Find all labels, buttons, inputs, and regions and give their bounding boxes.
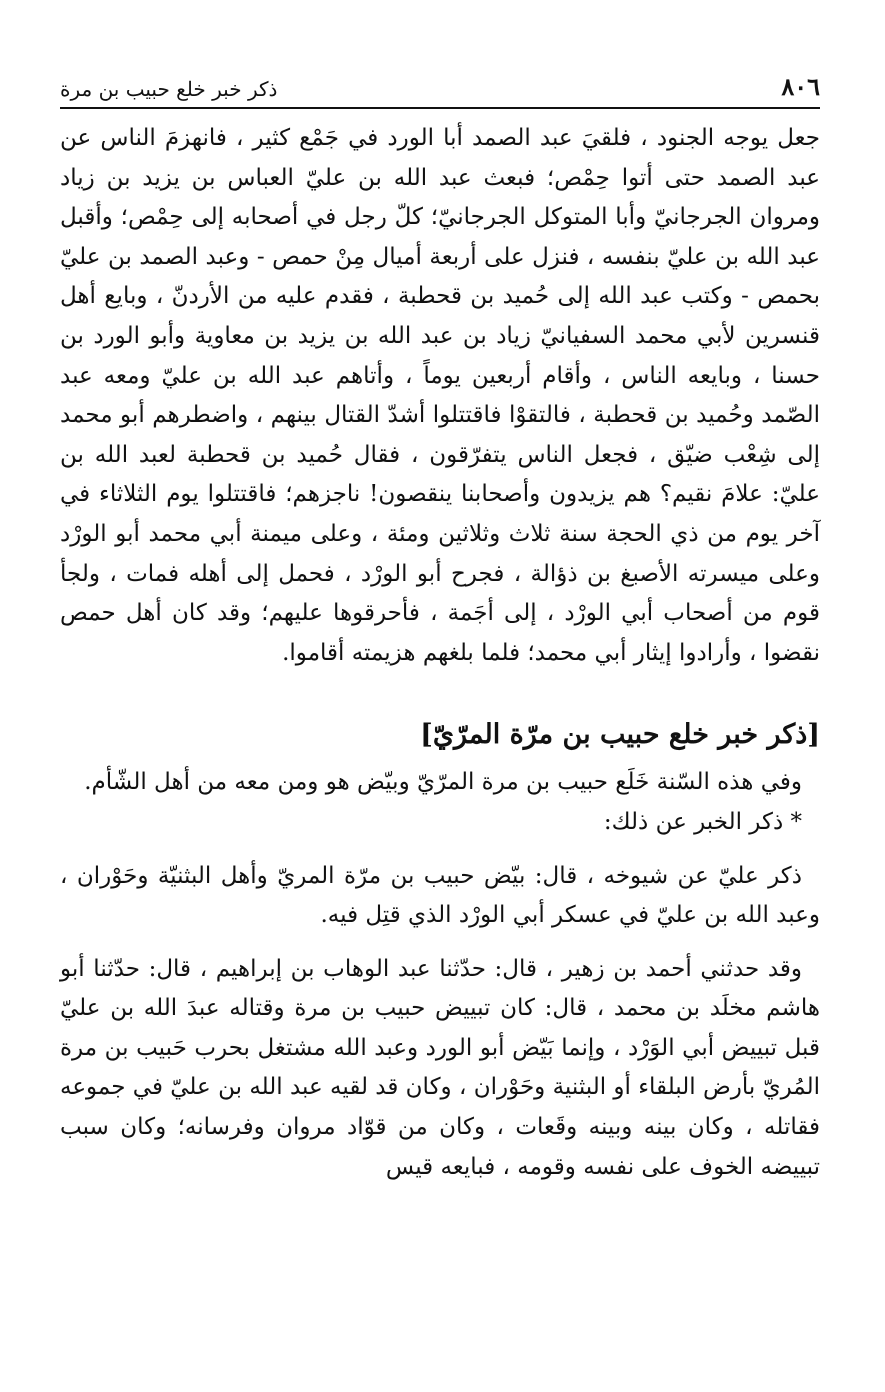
book-page [60, 72, 820, 1187]
page-number: ٨٠٦ [781, 72, 820, 101]
paragraph-2: ذكر عليّ عن شيوخه ، قال: بيّض حبيب بن مرّة المريّ وأهل البثنيّة وحَوْران ، وعبد الله بن عليّ في عسكر أبي الورْد الذي قتِل فيه. [60, 862, 820, 929]
section-heading: [ذكر خبر خلع حبيب بن مرّة المرّيّ] [420, 719, 820, 751]
paragraph-gap [60, 936, 820, 950]
subheading: * ذكر الخبر عن ذلك: [603, 808, 802, 835]
running-title: ذكر خبر خلع حبيب بن مرة [60, 77, 278, 101]
paragraph-3: وقد حدثني أحمد بن زهير ، قال: حدّثنا عبد الوهاب بن إبراهيم ، قال: حدّثنا أبو هاشم مخلَد بن محمد ، قال: كان تبييض حبيب بن مرة وقتاله عبدَ الله بن عليّ قبل تبييض أبي الوَرْد ، وإنما بَيّض أبو الورد وعبد الله مشتغل بحرب حَبيب بن مرة المُريّ بأرض البلقاء أو البثنية وحَوْران ، وكان قد لقيه عبد الله بن عليّ في جموعه فقاتله ، وكان بينه وبينه وقَعات ، وكان من قوّاد مروان وفرسانه؛ وكان سبب تبييضه الخوف على نفسه وقومه ، فبايعه قيس [60, 955, 820, 1180]
main-text [60, 119, 820, 1187]
running-header [60, 72, 820, 109]
opening-paragraph: جعل يوجه الجنود ، فلقيَ عبد الصمد أبا الورد في جَمْع كثير ، فانهزمَ الناس عن عبد الصمد حتى أتوا حِمْص؛ فبعث عبد الله بن عليّ العباس بن يزيد بن زياد ومروان الجرجانيّ وأبا المتوكل الجرجانيّ؛ كلّ رجل في أصحابه إلى حِمْص؛ وأقبل عبد الله بن عليّ بنفسه ، فنزل على أربعة أميال مِنْ حمص - وعبد الصمد بن عليّ بحمص - وكتب عبد الله إلى حُميد بن قحطبة ، فقدم عليه من الأردنّ ، وبايع أهل قنسرين لأبي محمد السفيانيّ زياد بن عبد الله بن يزيد بن معاوية وأبو الورد بن حسنا ، وبايعه الناس ، وأقام أربعين يوماً ، وأتاهم عبد الله بن عليّ ومعه عبد الصّمد وحُميد بن قحطبة ، فالتقوْا فاقتتلوا أشدّ القتال بينهم ، واضطرهم أبو محمد إلى شِعْب ضيّق ، فجعل الناس يتفرّقون ، فقال حُميد بن قحطبة لعبد الله بن عليّ: علامَ نقيم؟ هم يزيدون وأصحابنا ينقصون! ناجزهم؛ فاقتتلوا يوم الثلاثاء في آخر يوم من ذي الحجة سنة ثلاث وثلاثين ومئة ، وعلى ميمنة أبي محمد أبو الورْد وعلى ميسرته الأصبغ بن ذؤالة ، فجرح أبو الورْد ، فحمل إلى أهله فمات ، ولجأ قوم من أصحاب أبي الورْد ، إلى أجَمة ، فأحرقوها عليهم؛ وقد كان أهل حمص نقضوا ، وأرادوا إيثار أبي محمد؛ فلما بلغهم هزيمته أقاموا. [60, 125, 820, 666]
paragraph-gap [60, 843, 820, 857]
paragraph-1: وفي هذه السّنة خَلَع حبيب بن مرة المرّيّ وبيّض هو ومن معه من أهل الشّأم. [84, 769, 802, 796]
